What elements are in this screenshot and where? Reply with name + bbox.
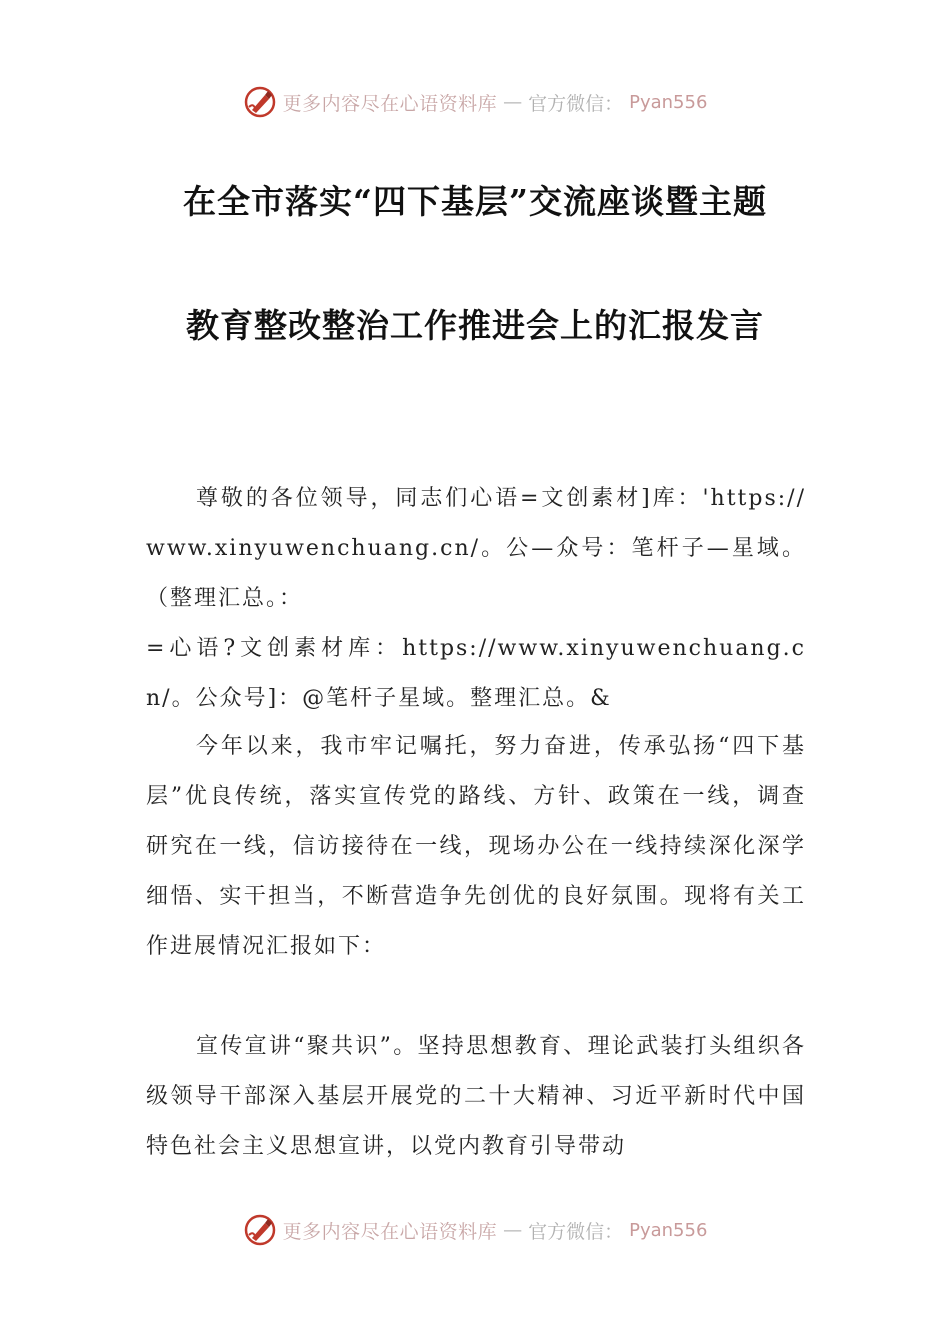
banner-wechat-label: 官方微信： [528,1220,624,1243]
banner-text: 更多内容尽在心语资料库 [282,1220,498,1243]
banner-wechat-label: 官方微信： [528,92,624,115]
header-banner [0,82,950,122]
banner-text: 更多内容尽在心语资料库 [282,92,498,115]
document-title-line-2: 教育整改整治工作推进会上的汇报发言 [186,306,764,345]
footer-banner [0,1210,950,1250]
paragraph-intro: 今年以来，我市牢记嘱托，努力奋进，传承弘扬“四下基层”优良传统，落实宣传党的路线、方针、政策在一线，调查研究在一线，信访接待在一线，现场办公在一线持续深化深学细悟、实干担当，不断营造争先创优的良好氛围。现将有关工作进展情况汇报如下： [146,734,806,959]
banner-wechat-id: Pyan556 [629,1219,708,1241]
paragraph-greeting: 尊敬的各位领导，同志们心语=文创素材]库：'https://www.xinyuwenchuang.cn/。公—众号：笔杆子—星域。（整理汇总。： [146,486,806,611]
banner-separator: — [503,91,523,113]
banner-wechat-id: Pyan556 [629,91,708,113]
body-block-greeting [146,474,806,724]
banner-separator: — [503,1219,523,1241]
pen-nib-logo-icon [243,1213,277,1247]
pen-nib-logo-icon [243,85,277,119]
body-block-intro [146,722,806,972]
paragraph-section-1: 宣传宣讲“聚共识”。坚持思想教育、理论武装打头组织各级领导干部深入基层开展党的二十大精神、习近平新时代中国特色社会主义思想宣讲，以党内教育引导带动 [146,1034,806,1159]
body-block-section1 [146,1022,806,1172]
paragraph-notice: =心语?文创素材库：https://www.xinyuwenchuang.cn/。公众号]：@笔杆子星域。整理汇总。& [146,636,806,711]
document-title-line-1: 在全市落实“四下基层”交流座谈暨主题 [183,182,767,221]
